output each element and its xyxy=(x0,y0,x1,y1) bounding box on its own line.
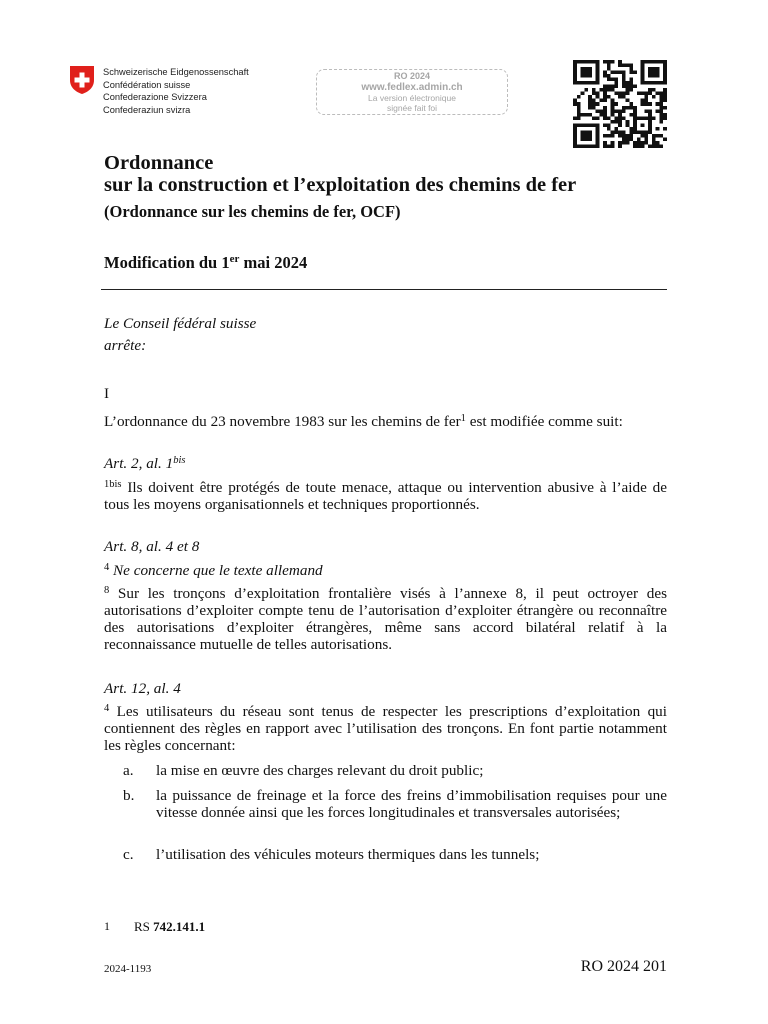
title-divider xyxy=(101,289,667,290)
art8-paragraph-4 xyxy=(104,562,667,579)
stamp-line-1: RO 2024 xyxy=(393,71,431,81)
stamp-line-2: www.fedlex.admin.ch xyxy=(361,82,463,93)
modification-suffix: mai 2024 xyxy=(239,253,308,272)
modification-prefix: Modification du 1 xyxy=(104,253,230,272)
document-number: 2024-1193 xyxy=(104,963,152,975)
confederation-line-it: Confederazione Svizzera xyxy=(103,92,207,102)
art8-p8-text: Sur les tronçons d’exploitation frontalière visés à l’annexe 8, il peut octroyer des autorisations d’exploiter compte tenu de l’autorisation d’exploiter étrangère ou reconnaître des autorisations d’exploiter étrangères, même sans accord bilatéral relatif à la reconnaissance mutuelle de telles autorisations. xyxy=(104,585,667,653)
title-line-1: Ordonnance xyxy=(104,152,214,174)
list-item-label: a. xyxy=(123,762,134,779)
confederation-line-fr: Confédération suisse xyxy=(103,79,191,90)
art12-p4-text: Les utilisateurs du réseau sont tenus de respecter les prescriptions d’exploitation qui contiennent des règles en rapport avec l’utilisation des tronçons. En font partie notamment les règles concernant: xyxy=(104,703,667,754)
list-item: l’utilisation des véhicules moteurs thermiques dans les tunnels; xyxy=(156,846,540,863)
footnote-text xyxy=(134,919,205,935)
preamble-authority: Le Conseil fédéral suisse xyxy=(104,315,257,332)
intro-after: est modifiée comme suit: xyxy=(465,413,623,430)
art8-p8-number: 8 xyxy=(104,585,110,596)
art2-heading-text: Art. 2, al. 1 xyxy=(104,455,174,472)
art8-heading: Art. 8, al. 4 et 8 xyxy=(104,538,200,555)
qr-code-icon[interactable] xyxy=(573,60,667,148)
art2-heading xyxy=(104,455,667,472)
art8-paragraph-8 xyxy=(104,585,667,653)
footnote-reference[interactable]: 742.141.1 xyxy=(153,919,206,934)
art2-heading-sup: bis xyxy=(173,455,186,466)
art8-p4-text: Ne concerne que le texte allemand xyxy=(109,562,323,579)
short-title: (Ordonnance sur les chemins de fer, OCF) xyxy=(104,202,401,221)
list-item: la mise en œuvre des charges relevant du droit public; xyxy=(156,762,484,779)
list-item-label: b. xyxy=(123,787,135,804)
art2-para-number: 1bis xyxy=(104,479,122,490)
stamp-line-3: La version électronique xyxy=(368,93,456,103)
modification-sup: er xyxy=(229,253,240,265)
confederation-line-de: Schweizerische Eidgenossenschaft xyxy=(103,67,249,77)
list-item: la puissance de freinage et la force des freins d’immobilisation requises pour une vitesse donnée ainsi que les forces longitudinales et transversales autorisées; xyxy=(156,787,667,821)
modification-date xyxy=(104,253,307,273)
intro-text: L’ordonnance du 23 novembre 1983 sur les chemins de fer xyxy=(104,413,461,430)
footnote-prefix: RS xyxy=(134,919,154,934)
art2-paragraph xyxy=(104,479,667,513)
footnote-ref-1[interactable]: 1 xyxy=(460,413,466,424)
section-number: I xyxy=(104,385,110,402)
art12-p4-number: 4 xyxy=(104,703,110,714)
preamble-decree: arrête: xyxy=(104,337,147,354)
art12-paragraph-4 xyxy=(104,703,667,754)
intro-paragraph xyxy=(104,413,667,430)
art2-para-text: Ils doivent être protégés de toute menace, attaque ou intervention abusive à l’aide de tous les moyens organisationnels et techniques proportionnés. xyxy=(104,479,667,513)
title-line-2: sur la construction et l’exploitation des chemins de fer xyxy=(104,174,577,196)
stamp-line-4: signée fait foi xyxy=(386,103,438,113)
official-collection-reference: RO 2024 201 xyxy=(580,958,667,975)
art12-heading: Art. 12, al. 4 xyxy=(104,680,181,697)
list-item-label: c. xyxy=(123,846,134,863)
confederation-names xyxy=(103,66,249,116)
art8-p4-number: 4 xyxy=(104,562,110,573)
footnote-number: 1 xyxy=(104,919,110,933)
publication-stamp xyxy=(316,69,508,115)
confederation-line-rm: Confederaziun svizra xyxy=(103,104,191,115)
swiss-cross-icon xyxy=(68,66,96,94)
